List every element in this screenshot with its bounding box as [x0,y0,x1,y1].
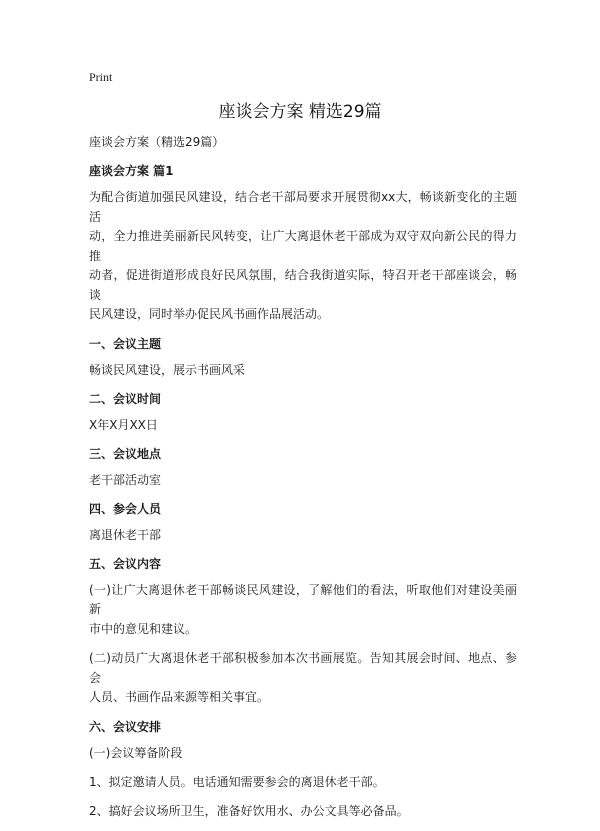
section-body-theme: 畅谈民风建设，展示书画风采 [89,362,246,377]
section-body-attendees: 离退休老干部 [89,527,162,542]
section-heading-theme: 一、会议主题 [89,336,162,351]
arrangement-stage: (一)会议筹备阶段 [89,745,183,760]
arrangement-step-1: 1、拟定邀请人员。电话通知需要参会的离退休老干部。 [89,774,385,789]
content-item-2 [89,649,517,708]
content-item-line: 人员、书画作品来源等相关事宜。 [89,690,270,704]
intro-line: 动，全力推进美丽新民风转变，让广大离退休老干部成为双守双向新公民的得力推 [89,229,517,263]
section-body-time: X年X月XX日 [89,417,158,432]
section-heading-location: 三、会议地点 [89,446,162,461]
content-item-line: (一)让广大离退休老干部畅谈民风建设，了解他们的看法，听取他们对建设美丽新 [89,582,517,616]
arrangement-step-2: 2、搞好会议场所卫生，准备好饮用水、办公文具等必备品。 [89,803,409,818]
section-heading-content: 五、会议内容 [89,556,162,571]
document-subtitle: 座谈会方案（精选29篇） [89,135,225,149]
content-item-line: 市中的意见和建议。 [89,621,198,636]
content-item-1 [89,581,517,640]
document-body [89,133,517,831]
section-heading-time: 二、会议时间 [89,391,162,406]
content-item-line: (二)动员广大离退休老干部积极参加本次书画展览。告知其展会时间、地点、参会 [89,651,517,685]
article-heading: 座谈会方案 篇1 [89,164,174,178]
section-heading-arrangement: 六、会议安排 [89,719,162,734]
intro-line: 为配合街道加强民风建设，结合老干部局要求开展贯彻xx大，畅谈新变化的主题活 [89,190,517,224]
section-body-location: 老干部活动室 [89,472,162,487]
document-title: 座谈会方案 精选29篇 [218,102,382,122]
intro-line: 民风建设，同时举办促民风书画作品展活动。 [89,307,330,321]
print-label: Print [89,70,113,84]
intro-line: 动者，促进街道形成良好民风氛围，结合我街道实际，特召开老干部座谈会，畅谈 [89,268,517,302]
intro-paragraph [89,188,517,325]
section-heading-attendees: 四、参会人员 [89,501,162,516]
